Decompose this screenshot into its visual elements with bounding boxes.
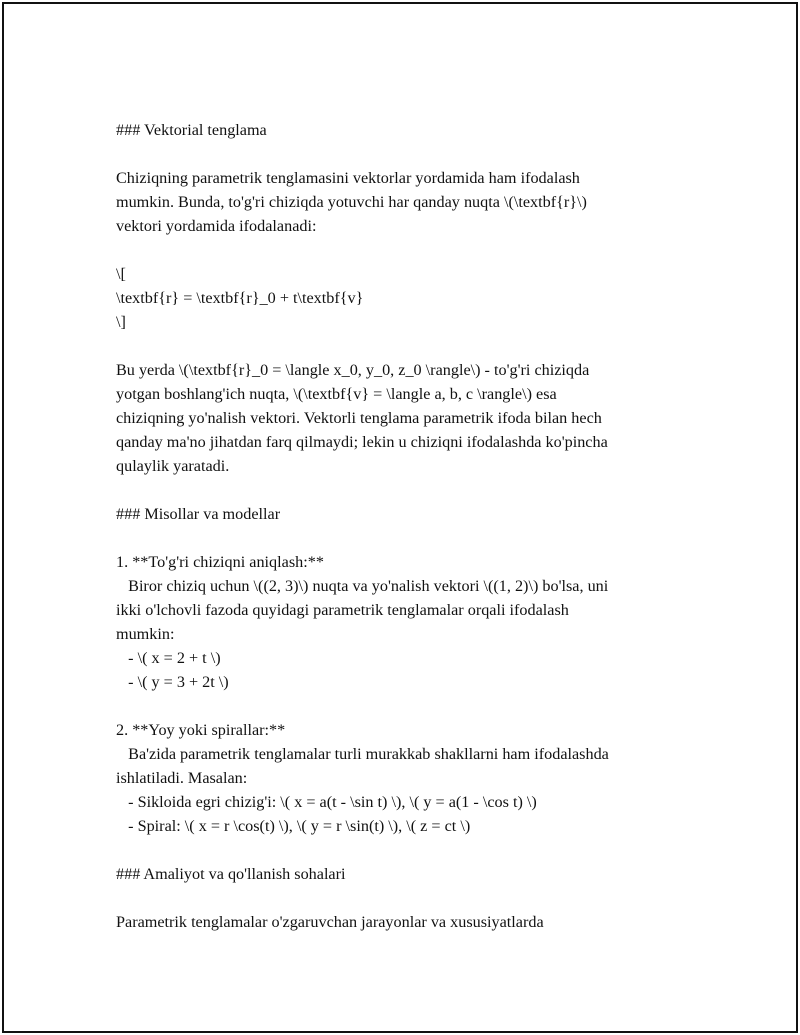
blank-line bbox=[116, 838, 686, 862]
list-item-line: mumkin: bbox=[116, 625, 175, 643]
list-item-line: ikki o'lchovli fazoda quyidagi parametrik tenglamalar orqali ifodalash bbox=[116, 601, 569, 619]
paragraph-line: Parametrik tenglamalar o'zgaruvchan jarayonlar va xususiyatlarda bbox=[116, 913, 544, 931]
paragraph-line: qulaylik yaratadi. bbox=[116, 457, 230, 475]
list-item-line: Biror chiziq uchun \((2, 3)\) nuqta va yo'nalish vektori \((1, 2)\) bo'lsa, uni bbox=[116, 577, 609, 595]
list-item-line: 1. **To'g'ri chiziqni aniqlash:** bbox=[116, 553, 324, 571]
document-body bbox=[116, 118, 686, 934]
list-item-line: - \( y = 3 + 2t \) bbox=[116, 673, 229, 691]
section-heading-vektorial: ### Vektorial tenglama bbox=[116, 121, 267, 139]
equation-line: \textbf{r} = \textbf{r}_0 + t\textbf{v} bbox=[116, 289, 364, 307]
paragraph-line: chiziqning yo'nalish vektori. Vektorli tenglama parametrik ifoda bilan hech bbox=[116, 409, 602, 427]
paragraph-line: qanday ma'no jihatdan farq qilmaydi; lekin u chiziqni ifodalashda ko'pincha bbox=[116, 433, 608, 451]
list-item-line: - Sikloida egri chizig'i: \( x = a(t - \sin t) \), \( y = a(1 - \cos t) \) bbox=[116, 793, 537, 811]
blank-line bbox=[116, 478, 686, 502]
list-item-line: 2. **Yoy yoki spirallar:** bbox=[116, 721, 286, 739]
paragraph-line: Bu yerda \(\textbf{r}_0 = \langle x_0, y_0, z_0 \rangle\) - to'g'ri chiziqda bbox=[116, 361, 590, 379]
blank-line bbox=[116, 886, 686, 910]
section-heading-amaliyot: ### Amaliyot va qo'llanish sohalari bbox=[116, 865, 346, 883]
list-item-line: - Spiral: \( x = r \cos(t) \), \( y = r \sin(t) \), \( z = ct \) bbox=[116, 817, 471, 835]
list-item-line: ishlatiladi. Masalan: bbox=[116, 769, 248, 787]
list-item-line: - \( x = 2 + t \) bbox=[116, 649, 221, 667]
paragraph-line: Chiziqning parametrik tenglamasini vektorlar yordamida ham ifodalash bbox=[116, 169, 580, 187]
blank-line bbox=[116, 334, 686, 358]
equation-line: \[ bbox=[116, 265, 126, 283]
paragraph-line: mumkin. Bunda, to'g'ri chiziqda yotuvchi har qanday nuqta \(\textbf{r}\) bbox=[116, 193, 587, 211]
blank-line bbox=[116, 694, 686, 718]
section-heading-misollar: ### Misollar va modellar bbox=[116, 505, 281, 523]
blank-line bbox=[116, 526, 686, 550]
paragraph-line: vektori yordamida ifodalanadi: bbox=[116, 217, 317, 235]
list-item-line: Ba'zida parametrik tenglamalar turli murakkab shakllarni ham ifodalashda bbox=[116, 745, 609, 763]
blank-line bbox=[116, 142, 686, 166]
paragraph-line: yotgan boshlang'ich nuqta, \(\textbf{v} = \langle a, b, c \rangle\) esa bbox=[116, 385, 557, 403]
equation-line: \] bbox=[116, 313, 126, 331]
blank-line bbox=[116, 238, 686, 262]
